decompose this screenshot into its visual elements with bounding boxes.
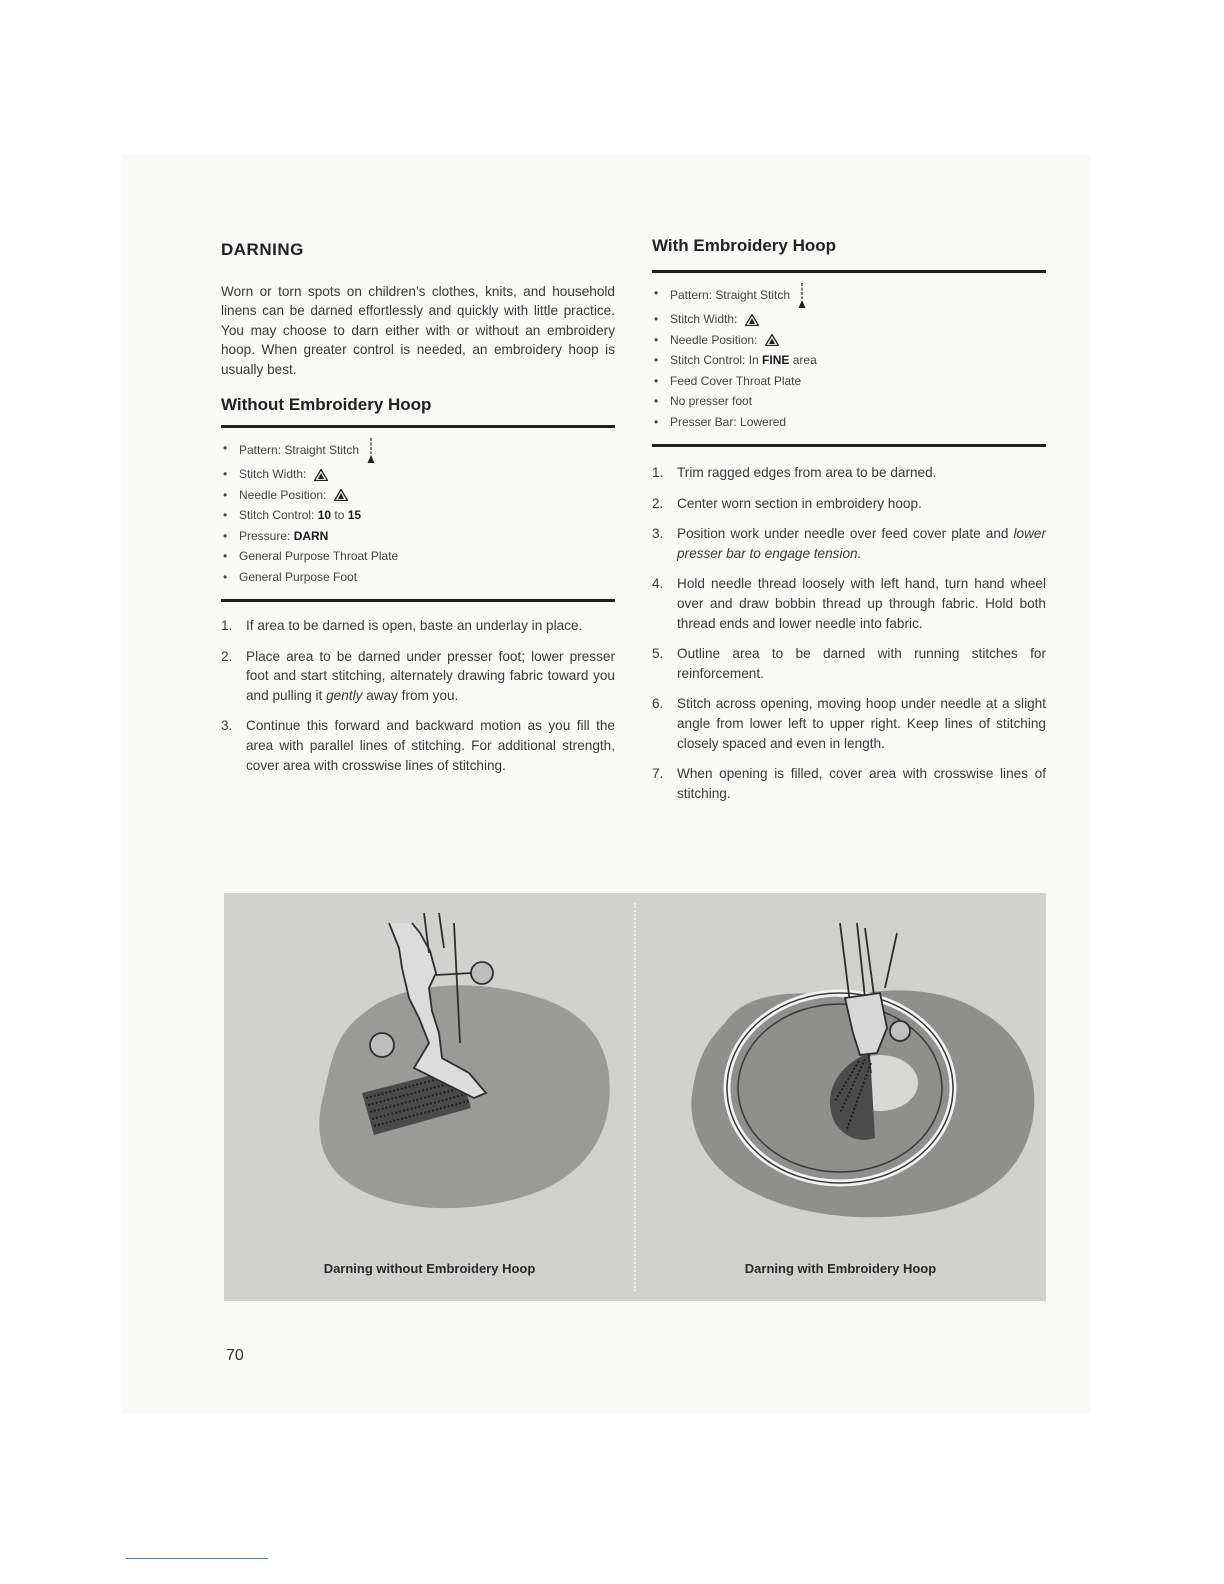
subsection-title-with-hoop: With Embroidery Hoop <box>652 236 837 255</box>
spec-item: • Stitch Control: In FINE area <box>652 350 1046 371</box>
spec-item: • Presser Bar: Lowered <box>652 412 1046 433</box>
step-item: 3. Position work under needle over feed cover plate and lower presser bar to engage tension. <box>652 526 1046 561</box>
center-position-icon <box>334 489 348 501</box>
spec-item: • Feed Cover Throat Plate <box>652 371 1046 392</box>
spec-item: • Needle Position: <box>652 330 1046 351</box>
page-number: 70 <box>226 1347 244 1364</box>
step-item: 2. Center worn section in embroidery hoop. <box>652 495 922 511</box>
spec-item: • No presser foot <box>652 391 1046 412</box>
step-item: 6. Stitch across opening, moving hoop under needle at a slight angle from lower left to upper right. Keep lines of stitching closely spaced and even in length. <box>652 696 1046 751</box>
right-column <box>652 236 1046 814</box>
intro-paragraph: Worn or torn spots on children’s clothes, knits, and household linens can be darned effortlessly and quickly with little practice. You may choose to darn either with or without an embroidery hoop. When greater control is needed, an embroidery hoop is usually best. <box>221 284 615 377</box>
spec-list-with-hoop <box>652 283 1046 432</box>
center-position-icon <box>314 469 328 481</box>
step-item: 3. Continue this forward and backward motion as you fill the area with parallel lines of stitching. For additional strength, cover area with crosswise lines of stitching. <box>221 718 615 773</box>
divider <box>652 444 1046 447</box>
center-position-icon <box>745 314 759 326</box>
spec-item: • Pressure: DARN <box>221 526 615 547</box>
divider <box>221 599 615 602</box>
step-item: 1. If area to be darned is open, baste an underlay in place. <box>221 618 583 634</box>
steps-with-hoop <box>652 463 1046 803</box>
step-item: 5. Outline area to be darned with running stitches for reinforcement. <box>652 646 1046 681</box>
step-item: 1. Trim ragged edges from area to be darned. <box>652 465 937 480</box>
spec-item: • General Purpose Throat Plate <box>221 546 615 567</box>
darning-without-hoop-illustration <box>224 893 634 1253</box>
straight-stitch-icon <box>366 438 376 464</box>
caption-without-hoop: Darning without Embroidery Hoop <box>323 1261 536 1276</box>
spec-item: • Stitch Width: <box>221 464 615 485</box>
darning-with-hoop-illustration <box>635 893 1046 1253</box>
divider <box>221 425 615 428</box>
straight-stitch-icon <box>797 283 807 309</box>
spec-item: • Stitch Width: <box>652 309 1046 330</box>
steps-without-hoop <box>221 616 615 775</box>
spec-item: • Pattern: Straight Stitch <box>652 283 1046 309</box>
step-item: 7. When opening is filled, cover area with crosswise lines of stitching. <box>652 766 1046 801</box>
spec-item: • Needle Position: <box>221 485 615 506</box>
spec-item: • Pattern: Straight Stitch <box>221 438 615 464</box>
footer-link-line <box>126 1558 268 1559</box>
divider <box>652 270 1046 273</box>
step-item: 2. Place area to be darned under presser foot; lower presser foot and start stitching, alternately drawing fabric toward you and pulling it gently away from you. <box>221 648 615 703</box>
caption-with-hoop: Darning with Embroidery Hoop <box>744 1261 937 1276</box>
spec-item: • Stitch Control: 10 to 15 <box>221 505 615 526</box>
section-title: DARNING <box>221 240 304 259</box>
spec-item: • General Purpose Foot <box>221 567 615 588</box>
center-position-icon <box>765 334 779 346</box>
spec-list-without-hoop <box>221 438 615 587</box>
subsection-title-without-hoop: Without Embroidery Hoop <box>221 395 432 415</box>
illustration-panel <box>224 893 1046 1301</box>
left-column <box>221 240 615 786</box>
step-item: 4. Hold needle thread loosely with left hand, turn hand wheel over and draw bobbin thread up through fabric. Hold both thread ends and lower needle into fabric. <box>652 576 1046 631</box>
